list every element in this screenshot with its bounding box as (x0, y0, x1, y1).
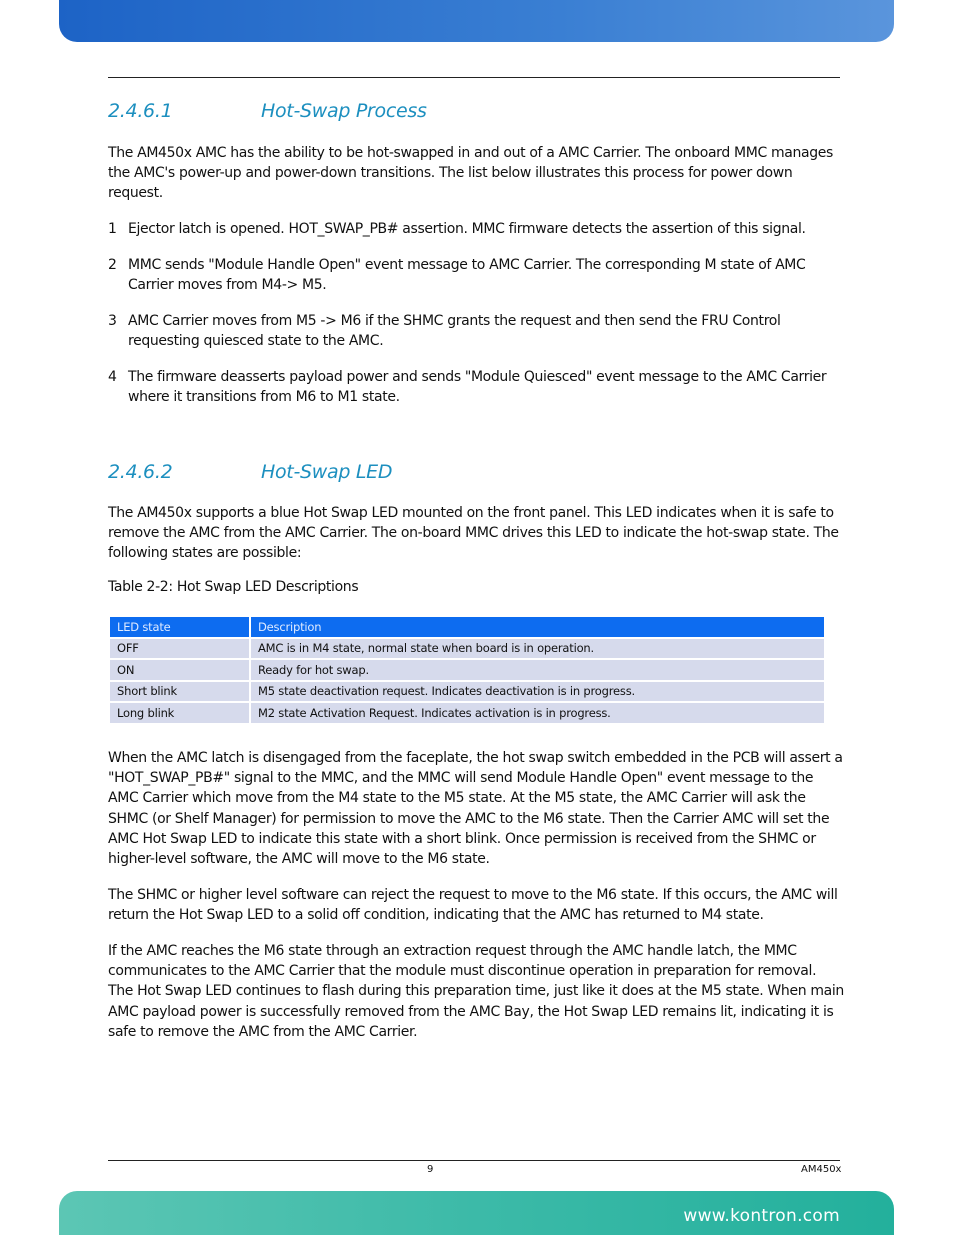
table-row (110, 682, 824, 702)
table-cell: AMC is in M4 state, normal state when board is in operation. (251, 639, 824, 659)
list-text: AMC Carrier moves from M5 -> M6 if the SHMC grants the request and then send the FRU Control requesting quiesced state to the AMC. (128, 313, 781, 350)
table-header-row (110, 617, 824, 637)
table-cell: ON (110, 660, 249, 680)
table-row (110, 639, 824, 659)
intro-paragraph: The AM450x AMC has the ability to be hot-swapped in and out of a AMC Carrier. The onboard MMC manages the AMC's power-up and power-down transitions. The list below illustrates this process for power down request. (108, 145, 833, 202)
list-item (108, 219, 844, 239)
column-header: LED state (110, 617, 249, 637)
list-number: 1 (108, 221, 117, 237)
footer-banner (59, 1191, 894, 1235)
section-heading-hot-swap-led (108, 461, 392, 483)
table-row (110, 703, 824, 723)
column-header: Description (251, 617, 824, 637)
footer-divider (108, 1160, 840, 1161)
table-cell: M5 state deactivation request. Indicates deactivation is in progress. (251, 682, 824, 702)
table-cell: Short blink (110, 682, 249, 702)
document-name: AM450x (801, 1164, 842, 1175)
list-item (108, 255, 844, 295)
section-heading-hot-swap-process (108, 100, 427, 122)
body-paragraph: If the AMC reaches the M6 state through an extraction request through the AMC handle latch, the MMC communicates to the AMC Carrier that the module must discontinue operation in preparation for removal. The Hot Swap LED continues to flash during this preparation time, just like it does at the M5 state. When main AMC payload power is successfully removed from the AMC Bay, the Hot Swap LED remains lit, indicating it is safe to remove the AMC from the AMC Carrier. (108, 943, 844, 1040)
section-title: Hot-Swap LED (261, 461, 393, 483)
list-number: 2 (108, 257, 117, 273)
list-item (108, 367, 844, 407)
body-paragraph: The SHMC or higher level software can reject the request to move to the M6 state. If this occurs, the AMC will return the Hot Swap LED to a solid off condition, indicating that the AMC has returned to M4 state. (108, 887, 838, 924)
list-text: Ejector latch is opened. HOT_SWAP_PB# assertion. MMC firmware detects the assertion of this signal. (128, 221, 806, 237)
list-item (108, 311, 844, 351)
header-banner (59, 0, 894, 42)
table-row (110, 660, 824, 680)
section-number: 2.4.6.1 (108, 100, 173, 122)
table-cell: Ready for hot swap. (251, 660, 824, 680)
table-cell: Long blink (110, 703, 249, 723)
website-link[interactable]: www.kontron.com (683, 1206, 840, 1226)
body-paragraph: When the AMC latch is disengaged from the faceplate, the hot swap switch embedded in the PCB will assert a "HOT_SWAP_PB#" signal to the MMC, and the MMC will send Module Handle Open" event message to the AMC Carrier which move from the M4 state to the M5 state. At the M5 state, the AMC Carrier will ask the SHMC (or Shelf Manager) for permission to move the AMC to the M6 state. Then the Carrier AMC will set the AMC Hot Swap LED to indicate this state with a short blink. Once permission is received from the SHMC or higher-level software, the AMC will move to the M6 state. (108, 750, 843, 868)
list-number: 4 (108, 369, 117, 385)
led-descriptions-table (108, 615, 826, 725)
table-caption: Table 2-2: Hot Swap LED Descriptions (108, 579, 359, 595)
header-divider (108, 77, 840, 78)
table-cell: M2 state Activation Request. Indicates activation is in progress. (251, 703, 824, 723)
page-number: 9 (427, 1164, 434, 1175)
table-cell: OFF (110, 639, 249, 659)
section-number: 2.4.6.2 (108, 461, 173, 483)
intro-paragraph: The AM450x supports a blue Hot Swap LED mounted on the front panel. This LED indicates when it is safe to remove the AMC from the AMC Carrier. The on-board MMC drives this LED to indicate the hot-swap state. The following states are possible: (108, 505, 839, 562)
section-title: Hot-Swap Process (261, 100, 427, 122)
list-text: The firmware deasserts payload power and sends "Module Quiesced" event message to the AMC Carrier where it transitions from M6 to M1 state. (128, 369, 827, 406)
list-number: 3 (108, 313, 117, 329)
list-text: MMC sends "Module Handle Open" event message to AMC Carrier. The corresponding M state of AMC Carrier moves from M4-> M5. (128, 257, 806, 294)
